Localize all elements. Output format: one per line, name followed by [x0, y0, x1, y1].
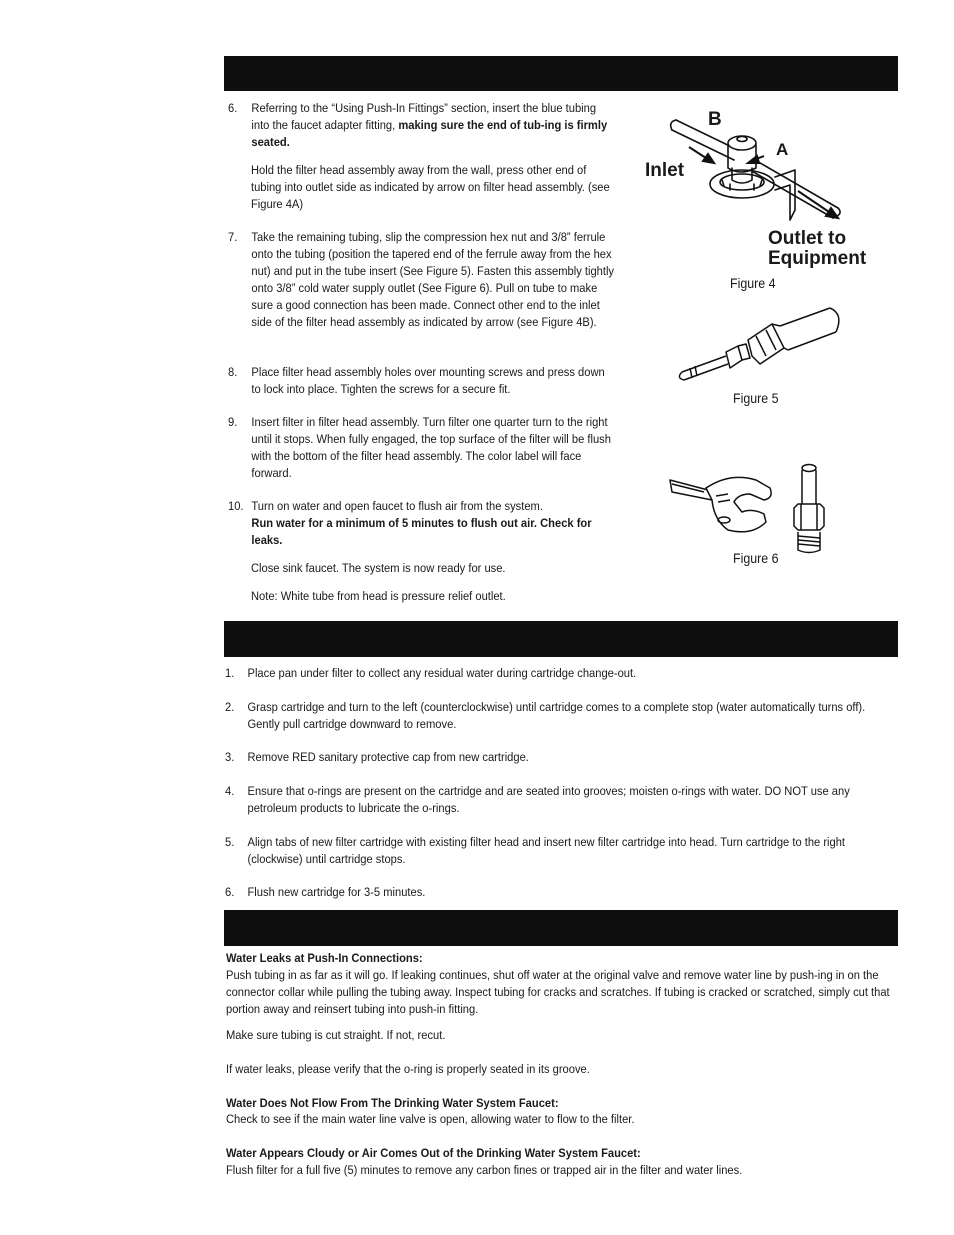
leaks-paragraph-3: If water leaks, please verify that the o-ring is properly seated in its groove.	[226, 1062, 590, 1076]
install-step-10-close: Close sink faucet. The system is now ready for use.	[251, 561, 506, 575]
figure-5-caption: Figure 5	[733, 391, 779, 406]
label-outlet-line-1: Outlet to	[768, 228, 847, 249]
step-number: 10.	[228, 499, 244, 513]
step-emphasis: Run water for a minimum of 5 minutes to flush out air. Check for leaks.	[251, 516, 592, 547]
step-number: 5.	[225, 835, 235, 849]
figure-4-caption: Figure 4	[730, 276, 776, 291]
noflow-text: Check to see if the main water line valve is open, allowing water to flow to the filter.	[226, 1112, 635, 1126]
install-step-6-note: Hold the filter head assembly away from the wall, press other end of tubing into outlet side as indicated by arrow on filter head assembly. (see Figure 4A)	[251, 163, 610, 211]
noflow-heading: Water Does Not Flow From The Drinking Water System Faucet:	[226, 1096, 559, 1110]
step-text: Ensure that o-rings are present on the cartridge and are seated into grooves; moisten o-rings with water. DO NOT use any petroleum products to lubricate the o-rings.	[247, 784, 850, 815]
step-number: 2.	[225, 700, 235, 714]
cloudy-heading: Water Appears Cloudy or Air Comes Out of the Drinking Water System Faucet:	[226, 1146, 641, 1160]
step-text: Remove RED sanitary protective cap from new cartridge.	[247, 750, 529, 764]
step-number: 4.	[225, 784, 235, 798]
step-number: 7.	[228, 230, 238, 244]
leaks-text: Push tubing in as far as it will go. If leaking continues, shut off water at the original valve and remove water line by push-ing in on the connector collar while pulling the tubing away. Inspect tubing for cracks and scratches. If tubing is cracked or scratched, simply cut that portion away and reinsert tubing into push-in fitting.	[226, 968, 890, 1016]
step-text: Referring to the “Using Push-In Fittings” section, insert the blue tubing into the faucet adapter fitting,	[251, 101, 597, 132]
step-number: 1.	[225, 666, 235, 680]
figure-6-caption: Figure 6	[733, 551, 779, 566]
step-text: Grasp cartridge and turn to the left (counterclockwise) until cartridge comes to a complete stop (water automatically turns off). Gently pull cartridge downward to remove.	[247, 700, 866, 731]
step-number: 6.	[225, 885, 235, 899]
step-number: 8.	[228, 365, 238, 379]
step-number: 9.	[228, 415, 238, 429]
label-outlet-line-2: Equipment	[768, 248, 867, 269]
step-text: Align tabs of new filter cartridge with existing filter head and insert new filter cartridge into head. Turn cartridge to the right (clockwise) until cartridge stops.	[247, 835, 846, 866]
section-header-bar-installation	[224, 56, 898, 91]
step-text: Flush new cartridge for 3-5 minutes.	[247, 885, 426, 899]
section-header-bar-replacement	[224, 621, 898, 657]
cloudy-text: Flush filter for a full five (5) minutes to remove any carbon fines or trapped air in the filter and water lines.	[226, 1163, 743, 1177]
step-text: Insert filter in filter head assembly. Turn filter one quarter turn to the right until it stops. When fully engaged, the top surface of the filter will be flush with the bottom of the filter head assembly. The color label will face forward.	[251, 415, 611, 480]
step-text: Turn on water and open faucet to flush air from the system.	[251, 499, 543, 513]
label-inlet: Inlet	[645, 160, 685, 181]
leaks-paragraph-2: Make sure tubing is cut straight. If not, recut.	[226, 1028, 446, 1042]
step-emphasis: making sure the end of tub-ing is firmly seated.	[251, 118, 608, 149]
step-number: 6.	[228, 101, 238, 115]
label-a: A	[776, 140, 789, 159]
leaks-heading: Water Leaks at Push-In Connections:	[226, 951, 423, 965]
step-text: Place filter head assembly holes over mounting screws and press down to lock into place. Tighten the screws for a secure fit.	[251, 365, 605, 396]
step-text: Place pan under filter to collect any residual water during cartridge change-out.	[247, 666, 637, 680]
label-b: B	[708, 109, 722, 130]
install-step-10-note: Note: White tube from head is pressure relief outlet.	[251, 589, 506, 603]
section-header-bar-troubleshooting	[224, 910, 898, 946]
step-number: 3.	[225, 750, 235, 764]
step-text: Take the remaining tubing, slip the compression hex nut and 3/8” ferrule onto the tubing (position the tapered end of the ferrule away from the hex nut) and put in the tube insert (See Figure 5). Fasten this assembly tightly onto 3/8” cold water supply outlet (See Figure 6). Pull on tube to make sure a good connection has been made. Connect other end to the inlet side of the filter head assembly as indicated by arrow (see Figure 4B).	[251, 230, 615, 329]
